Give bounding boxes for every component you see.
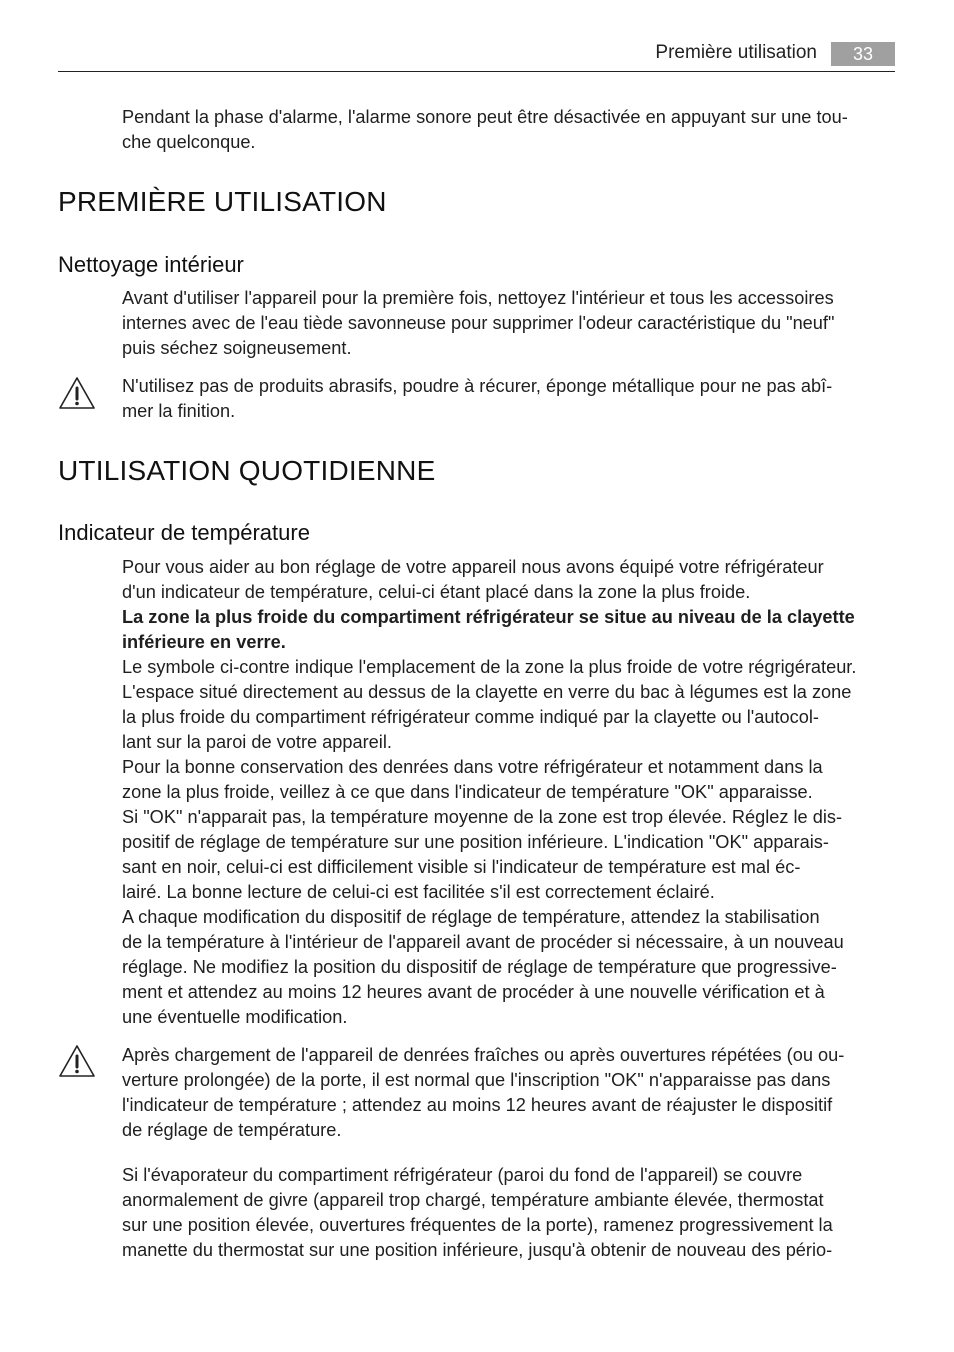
text-line: la plus froide du compartiment réfrigérateur comme indiqué par la clayette ou l'autocol- — [122, 707, 819, 727]
header-title: Première utilisation — [655, 42, 817, 63]
text-line: une éventuelle modification. — [122, 1007, 348, 1027]
text-line: lant sur la paroi de votre appareil. — [122, 732, 392, 752]
text-line: Pendant la phase d'alarme, l'alarme sonore peut être désactivée en appuyant sur une tou- — [122, 107, 848, 127]
bold-text-line: La zone la plus froide du compartiment réfrigérateur se situe au niveau de la clayette — [122, 607, 855, 627]
text-line: sur une position élevée, ouvertures fréquentes de la porte), ramenez progressivement la — [122, 1215, 833, 1235]
section-title-premiere-utilisation: PREMIÈRE UTILISATION — [58, 186, 387, 217]
text-line: puis séchez soigneusement. — [122, 338, 352, 358]
text-line: verture prolongée) de la porte, il est normal que l'inscription "OK" n'apparaisse pas dans — [122, 1070, 831, 1090]
text-line: A chaque modification du dispositif de réglage de température, attendez la stabilisation — [122, 907, 820, 927]
text-line: Le symbole ci-contre indique l'emplacement de la zone la plus froide de votre régrigérateur. — [122, 657, 857, 677]
text-line: Pour la bonne conservation des denrées dans votre réfrigérateur et notamment dans la — [122, 757, 823, 777]
bold-text-line: inférieure en verre. — [122, 632, 286, 652]
text-line: sant en noir, celui-ci est difficilement visible si l'indicateur de température est mal éc- — [122, 857, 801, 877]
warning-text-chargement — [122, 1043, 897, 1143]
text-line: Si "OK" n'apparait pas, la température moyenne de la zone est trop élevée. Réglez le dis- — [122, 807, 843, 827]
text-line: Avant d'utiliser l'appareil pour la première fois, nettoyez l'intérieur et tous les accessoires — [122, 288, 834, 308]
text-line: mer la finition. — [122, 401, 236, 421]
intro-paragraph — [122, 105, 897, 155]
text-line: anormalement de givre (appareil trop chargé, température ambiante élevée, thermostat — [122, 1190, 824, 1210]
subtitle-nettoyage-interieur: Nettoyage intérieur — [58, 252, 244, 277]
text-line: manette du thermostat sur une position inférieure, jusqu'à obtenir de nouveau des pério- — [122, 1240, 833, 1260]
text-line: zone la plus froide, veillez à ce que dans l'indicateur de température "OK" apparaisse. — [122, 782, 813, 802]
page-number: 33 — [831, 42, 895, 66]
text-line: l'indicateur de température ; attendez au moins 12 heures avant de réajuster le dispositif — [122, 1095, 833, 1115]
text-line: internes avec de l'eau tiède savonneuse pour supprimer l'odeur caractéristique du "neuf" — [122, 313, 835, 333]
warning-text-abrasifs — [122, 374, 897, 424]
cleaning-paragraph — [122, 286, 897, 361]
text-line: réglage. Ne modifiez la position du dispositif de réglage de température que progressive- — [122, 957, 837, 977]
text-line: de réglage de température. — [122, 1120, 342, 1140]
text-line: lairé. La bonne lecture de celui-ci est facilitée s'il est correctement éclairé. — [122, 882, 715, 902]
text-line: L'espace situé directement au dessus de la clayette en verre du bac à légumes est la zone — [122, 682, 852, 702]
text-line: Après chargement de l'appareil de denrées fraîches ou après ouvertures répétées (ou ou- — [122, 1045, 845, 1065]
warning-icon — [58, 1044, 96, 1078]
text-line: ment et attendez au moins 12 heures avant de procéder à une nouvelle vérification et à — [122, 982, 825, 1002]
text-line: d'un indicateur de température, celui-ci étant placé dans la zone la plus froide. — [122, 582, 751, 602]
text-line: Pour vous aider au bon réglage de votre appareil nous avons équipé votre réfrigérateur — [122, 557, 824, 577]
subtitle-indicateur-temperature: Indicateur de température — [58, 520, 310, 545]
text-line: de la température à l'intérieur de l'appareil avant de procéder si nécessaire, à un nouveau — [122, 932, 844, 952]
page-header — [58, 40, 895, 72]
text-line: positif de réglage de température sur une position inférieure. L'indication "OK" apparais- — [122, 832, 829, 852]
text-line: che quelconque. — [122, 132, 256, 152]
text-line: Si l'évaporateur du compartiment réfrigérateur (paroi du fond de l'appareil) se couvre — [122, 1165, 803, 1185]
temperature-indicator-paragraph — [122, 555, 897, 1030]
text-line: N'utilisez pas de produits abrasifs, poudre à récurer, éponge métallique pour ne pas abî- — [122, 376, 833, 396]
evaporator-paragraph — [122, 1163, 897, 1263]
section-title-utilisation-quotidienne: UTILISATION QUOTIDIENNE — [58, 455, 436, 486]
warning-icon — [58, 376, 96, 410]
